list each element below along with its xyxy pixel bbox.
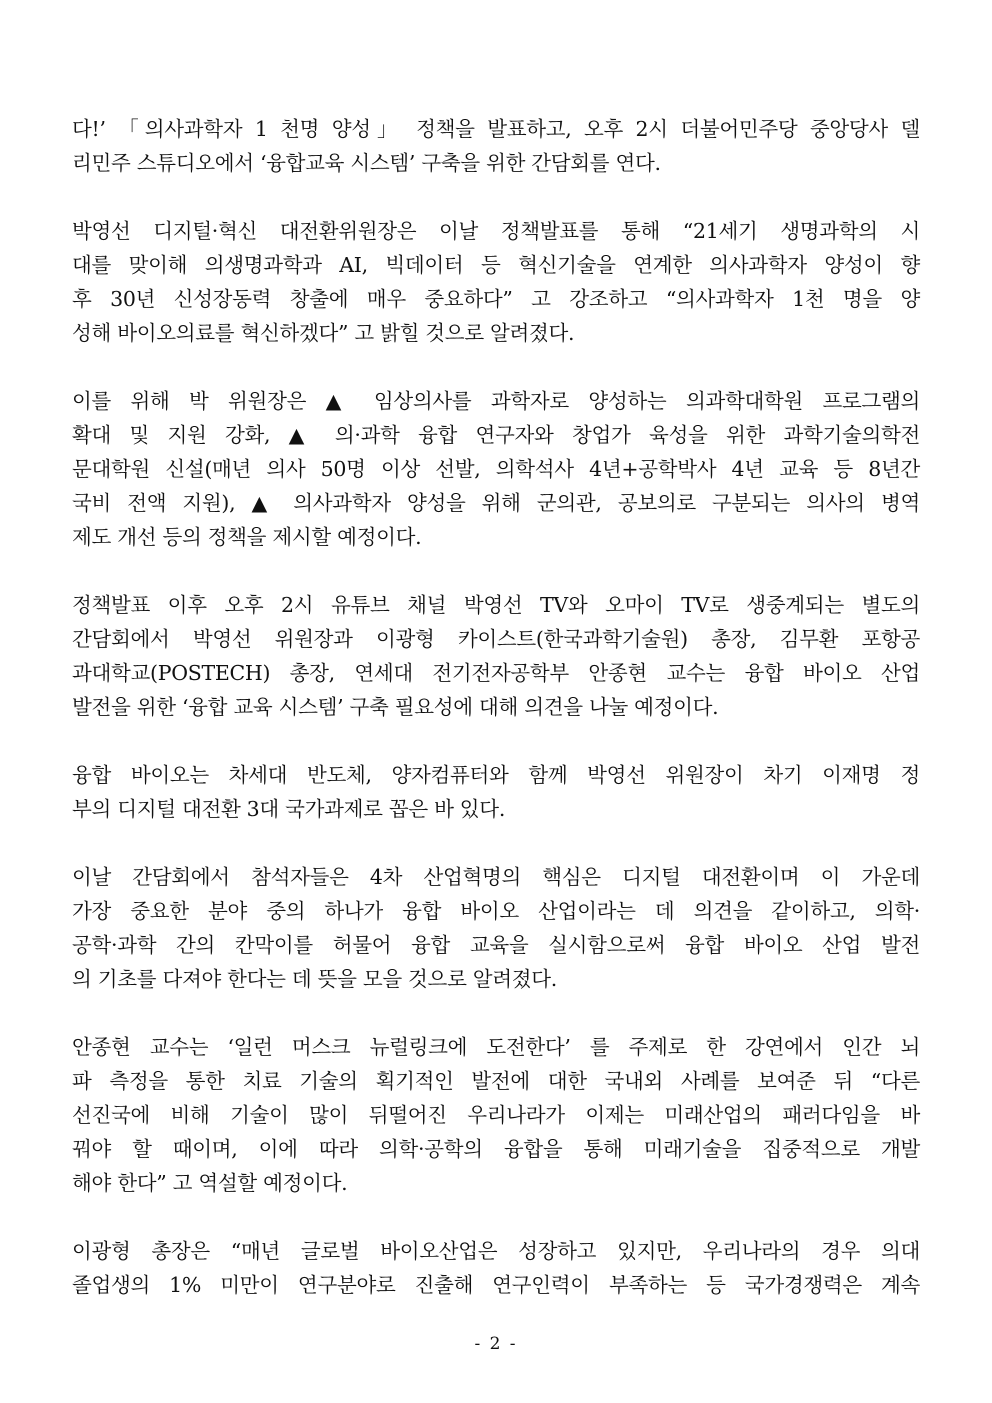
text-line: 대를 맞이해 의생명과학과 AI, 빅데이터 등 혁신기술을 연계한 의사과학자 양성이 향 <box>72 253 920 277</box>
text-line: 문대학원 신설(매년 의사 50명 이상 선발, 의학석사 4년+공학박사 4년 교육 등 8년간 <box>72 457 920 481</box>
text-line: 다!’ 「의사과학자 1 천명 양성」 정책을 발표하고, 오후 2시 더불어민주당 중앙당사 델 <box>72 117 920 141</box>
text-line: 정책발표 이후 오후 2시 유튜브 채널 박영선 TV와 오마이 TV로 생중계되는 별도의 <box>72 593 920 617</box>
text-line: 성해 바이오의료를 혁신하겠다” 고 밝힐 것으로 알려졌다. <box>72 321 575 345</box>
paragraph <box>72 860 920 996</box>
text-line: 발전을 위한 ‘융합 교육 시스템’ 구축 필요성에 대해 의견을 나눌 예정이다. <box>72 695 719 719</box>
paragraph <box>72 1234 920 1302</box>
text-line: 해야 한다” 고 역설할 예정이다. <box>72 1171 348 1195</box>
paragraph <box>72 384 920 554</box>
text-line: 리민주 스튜디오에서 ‘융합교육 시스템’ 구축을 위한 간담회를 연다. <box>72 151 661 175</box>
document-body <box>72 112 920 1336</box>
text-line: 국비 전액 지원), ▲ 의사과학자 양성을 위해 군의관, 공보의로 구분되는 의사의 병역 <box>72 491 920 515</box>
paragraph <box>72 112 920 180</box>
text-line: 가장 중요한 분야 중의 하나가 융합 바이오 산업이라는 데 의견을 같이하고, 의학· <box>72 899 920 923</box>
text-line: 공학·과학 간의 칸막이를 허물어 융합 교육을 실시함으로써 융합 바이오 산업 발전 <box>72 933 920 957</box>
text-line: 이를 위해 박 위원장은 ▲ 임상의사를 과학자로 양성하는 의과학대학원 프로그램의 <box>72 389 920 413</box>
paragraph <box>72 214 920 350</box>
text-line: 부의 디지털 대전환 3대 국가과제로 꼽은 바 있다. <box>72 797 506 821</box>
paragraph <box>72 758 920 826</box>
text-line: 이광형 총장은 “매년 글로벌 바이오산업은 성장하고 있지만, 우리나라의 경우 의대 <box>72 1239 920 1263</box>
text-line: 선진국에 비해 기술이 많이 뒤떨어진 우리나라가 이제는 미래산업의 패러다임을 바 <box>72 1103 920 1127</box>
text-line: 간담회에서 박영선 위원장과 이광형 카이스트(한국과학기술원) 총장, 김무환 포항공 <box>72 627 920 651</box>
page-number: - 2 - <box>474 1334 518 1354</box>
text-line: 안종현 교수는 ‘일런 머스크 뉴럴링크에 도전한다’ 를 주제로 한 강연에서 인간 뇌 <box>72 1035 920 1059</box>
text-line: 과대학교(POSTECH) 총장, 연세대 전기전자공학부 안종현 교수는 융합 바이오 산업 <box>72 661 920 685</box>
paragraph <box>72 1030 920 1200</box>
text-line: 졸업생의 1% 미만이 연구분야로 진출해 연구인력이 부족하는 등 국가경쟁력은 계속 <box>72 1273 920 1297</box>
text-line: 제도 개선 등의 정책을 제시할 예정이다. <box>72 525 422 549</box>
paragraph <box>72 588 920 724</box>
text-line: 박영선 디지털·혁신 대전환위원장은 이날 정책발표를 통해 “21세기 생명과학의 시 <box>72 219 920 243</box>
text-line: 이날 간담회에서 참석자들은 4차 산업혁명의 핵심은 디지털 대전환이며 이 가운데 <box>72 865 920 889</box>
text-line: 꿔야 할 때이며, 이에 따라 의학·공학의 융합을 통해 미래기술을 집중적으로 개발 <box>72 1137 920 1161</box>
text-line: 확대 및 지원 강화, ▲ 의·과학 융합 연구자와 창업가 육성을 위한 과학기술의학전 <box>72 423 920 447</box>
text-line: 의 기초를 다져야 한다는 데 뜻을 모을 것으로 알려졌다. <box>72 967 558 991</box>
text-line: 파 측정을 통한 치료 기술의 획기적인 발전에 대한 국내외 사례를 보여준 뒤 “다른 <box>72 1069 920 1093</box>
text-line: 융합 바이오는 차세대 반도체, 양자컴퓨터와 함께 박영선 위원장이 차기 이재명 정 <box>72 763 920 787</box>
text-line: 후 30년 신성장동력 창출에 매우 중요하다” 고 강조하고 “의사과학자 1천 명을 양 <box>72 287 920 311</box>
